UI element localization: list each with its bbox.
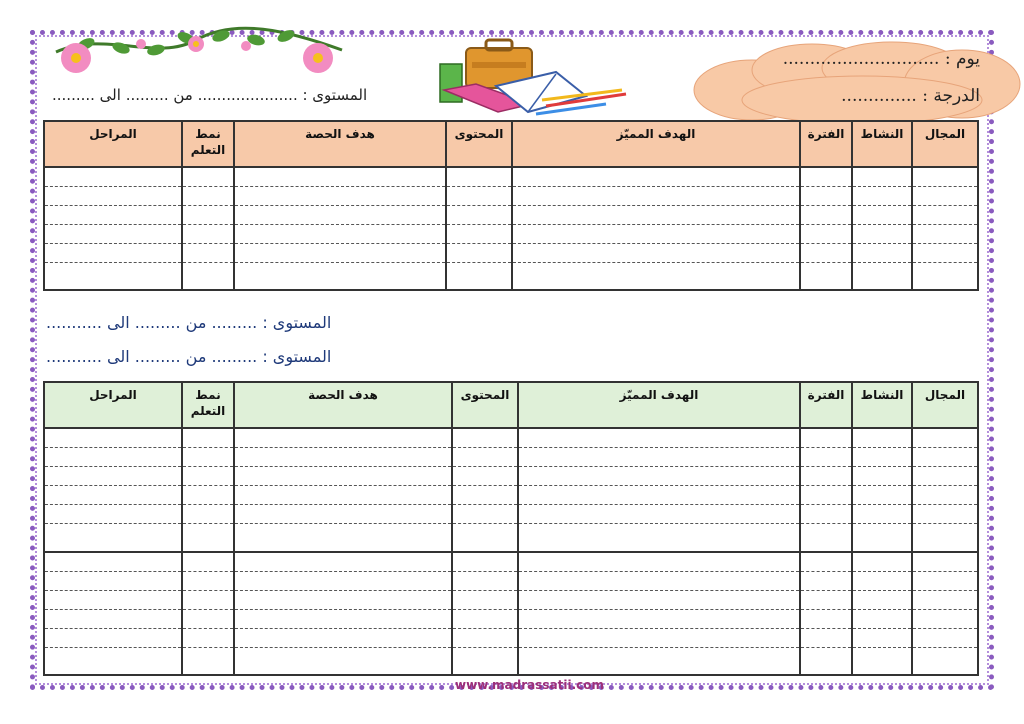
cell-domain[interactable] — [912, 428, 978, 552]
level-field[interactable]: المستوى : ..................... من ......... الى ......... — [52, 86, 368, 104]
grade-field[interactable]: الدرجة : .............. — [841, 86, 980, 106]
header-content: المحتوى — [452, 382, 518, 428]
footer-website[interactable]: www.madrassatii.com — [455, 678, 605, 692]
level-line-1[interactable]: المستوى : ......... من ......... الى ........... — [46, 313, 332, 332]
header-domain: المجال — [912, 121, 978, 167]
header-stages: المراحل — [44, 382, 182, 428]
table-row — [44, 552, 978, 676]
header-domain: المجال — [912, 382, 978, 428]
cell-activity[interactable] — [852, 167, 912, 290]
cell-learning-style[interactable] — [182, 428, 234, 552]
cell-lesson-goal[interactable] — [234, 552, 452, 676]
cell-stages[interactable] — [44, 552, 182, 676]
cell-period[interactable] — [800, 552, 852, 676]
cell-period[interactable] — [800, 428, 852, 552]
cell-lesson-goal[interactable] — [234, 167, 446, 290]
header-content: المحتوى — [446, 121, 512, 167]
cell-content[interactable] — [446, 167, 512, 290]
school-supplies-illustration — [436, 34, 632, 118]
header-lesson-goal: هدف الحصة — [234, 382, 452, 428]
header-stages: المراحل — [44, 121, 182, 167]
cell-period[interactable] — [800, 167, 852, 290]
cell-activity[interactable] — [852, 552, 912, 676]
cell-stages[interactable] — [44, 167, 182, 290]
header-distinct-goal: الهدف المميّز — [512, 121, 800, 167]
header-activity: النشاط — [852, 382, 912, 428]
cell-learning-style[interactable] — [182, 167, 234, 290]
cell-distinct-goal[interactable] — [518, 552, 800, 676]
cell-lesson-goal[interactable] — [234, 428, 452, 552]
cell-learning-style[interactable] — [182, 552, 234, 676]
header-learning-style: نمط التعلم — [182, 382, 234, 428]
cell-stages[interactable] — [44, 428, 182, 552]
cell-domain[interactable] — [912, 552, 978, 676]
cell-domain[interactable] — [912, 167, 978, 290]
header-period: الفترة — [800, 382, 852, 428]
lesson-plan-table-1 — [43, 120, 979, 291]
table-row — [44, 428, 978, 552]
table-row — [44, 167, 978, 290]
table-header-row — [44, 121, 978, 167]
header-distinct-goal: الهدف المميّز — [518, 382, 800, 428]
flower-garland-decoration — [46, 22, 350, 82]
header-lesson-goal: هدف الحصة — [234, 121, 446, 167]
header-learning-style: نمط التعلم — [182, 121, 234, 167]
header-activity: النشاط — [852, 121, 912, 167]
cell-content[interactable] — [452, 552, 518, 676]
day-field[interactable]: يوم : ............................. — [782, 49, 980, 69]
cell-distinct-goal[interactable] — [512, 167, 800, 290]
table-header-row — [44, 382, 978, 428]
cell-activity[interactable] — [852, 428, 912, 552]
cell-distinct-goal[interactable] — [518, 428, 800, 552]
level-line-2[interactable]: المستوى : ......... من ......... الى ........... — [46, 347, 332, 366]
header-period: الفترة — [800, 121, 852, 167]
lesson-plan-table-2 — [43, 381, 979, 676]
cell-content[interactable] — [452, 428, 518, 552]
